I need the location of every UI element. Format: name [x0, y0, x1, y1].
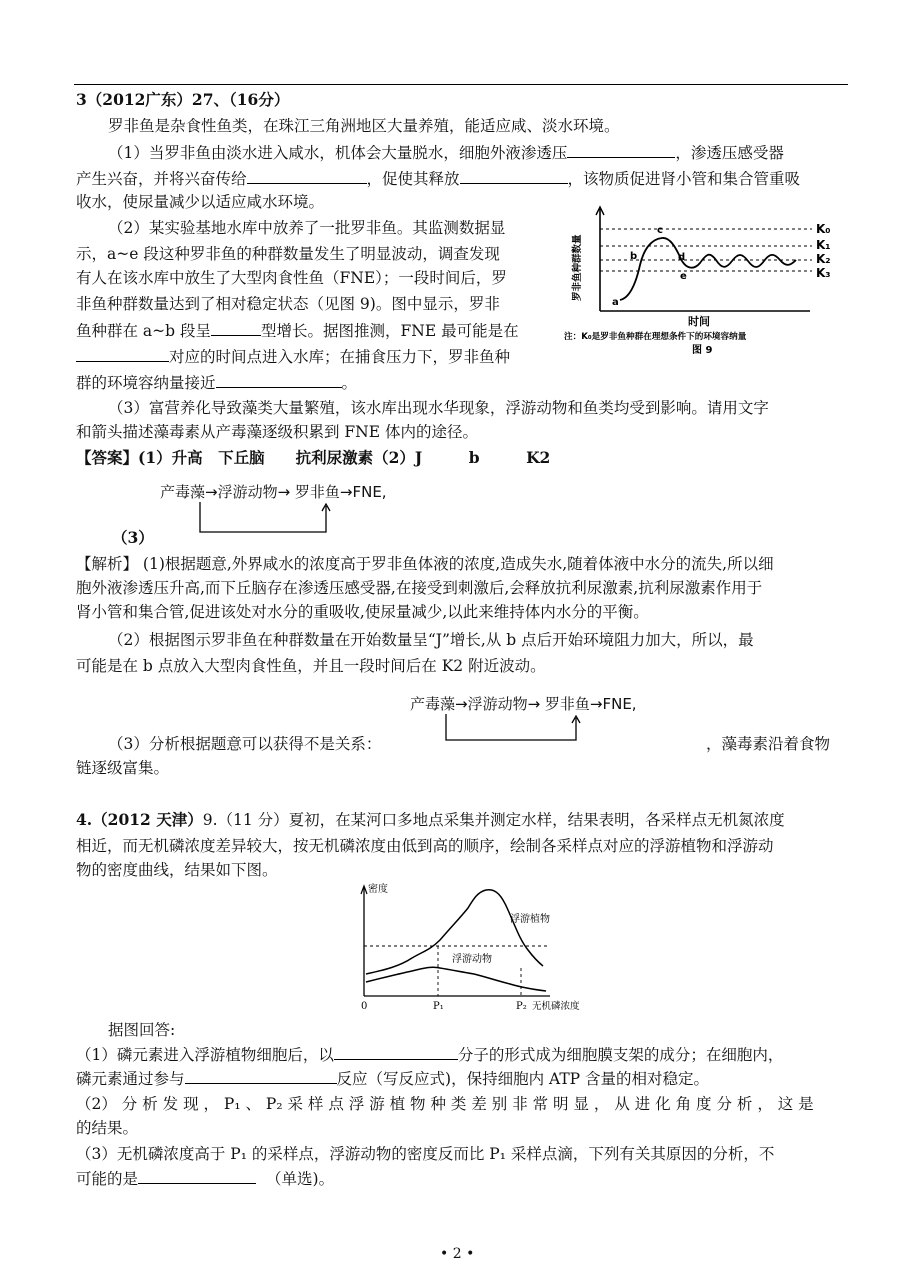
origin-label: 0 — [361, 1001, 368, 1012]
q3-intro: 罗非鱼是杂食性鱼类，在珠江三角洲地区大量养殖，能适应咸、淡水环境。 — [108, 117, 620, 135]
answer-blank[interactable] — [216, 370, 342, 388]
y-axis-label: 罗非鱼种群数量 — [572, 234, 583, 301]
text: 。 — [341, 374, 358, 392]
population-curve — [620, 238, 796, 300]
text: ，渗透压感受器 — [675, 144, 784, 162]
point-c-label: c — [657, 225, 663, 236]
point-b-label: b — [630, 251, 638, 262]
answer-blank[interactable] — [185, 1066, 337, 1084]
q4-part1-line1 — [76, 1042, 783, 1067]
text: 分子的形式成为细胞膜支架的成分；在细胞内， — [457, 1046, 784, 1064]
q3-part2-line7 — [76, 370, 357, 395]
q3-part1-line2 — [76, 166, 800, 191]
q4-title-bold: 4.（2012 天津） — [76, 810, 203, 829]
analysis-line3: 肾小管和集合管,促进该处对水分的重吸收,使尿量减少,以此来维持体内水分的平衡。 — [76, 603, 649, 621]
analysis-line5: 可能是在 b 点放入大型肉食性鱼，并且一段时间后在 K2 附近波动。 — [76, 657, 546, 675]
answer-blank[interactable] — [460, 166, 568, 184]
q3-part2-line1: （2）某实验基地水库中放养了一批罗非鱼。其监测数据显 — [108, 219, 506, 237]
text: 9.（11 分）夏初，在某河口多地点采集并测定水样，结果表明，各采样点无机氮浓度 — [202, 811, 785, 829]
plankton-density-chart — [350, 878, 612, 1014]
k2-label: K₂ — [816, 252, 831, 266]
figure-note: 注：K₀是罗非鱼种群在理想条件下的环境容纳量 — [564, 332, 747, 342]
text: 磷元素通过参与 — [76, 1070, 185, 1088]
text: 可能的是 — [76, 1170, 139, 1188]
header-rule — [74, 84, 848, 85]
zooplankton-label: 浮游动物 — [452, 954, 492, 965]
q3-title: 3（2012广东）27、（16分） — [76, 90, 290, 109]
analysis-line6b: ，藻毒素沿着食物 — [706, 735, 831, 753]
p2-label: P₂ — [516, 1001, 527, 1012]
answer-blank[interactable] — [211, 318, 261, 336]
answer-blank[interactable] — [567, 140, 675, 158]
point-d-label: d — [678, 252, 686, 263]
text: （1）磷元素进入浮游植物细胞后，以 — [76, 1046, 334, 1064]
q4-prompt: 据图回答: — [108, 1021, 176, 1039]
zooplankton-curve — [366, 967, 546, 991]
food-chain-bracket — [410, 692, 740, 752]
q4-part2-line1: （2） 分 析 发 现 ， P₁ 、 P₂ 采 样 点 浮 游 植 物 种 类 差 别 非 常 明 显 ， 从 进 化 角 度 分 析 ， 这 是 — [76, 1095, 814, 1113]
q4-part2-line2: 的结果。 — [76, 1119, 139, 1137]
text: ，促使其释放 — [366, 170, 460, 188]
text: 产生兴奋，并将兴奋传给 — [76, 170, 247, 188]
text: 对应的时间点进入水库；在捕食压力下，罗非鱼种 — [169, 348, 511, 366]
answer-blank[interactable] — [247, 166, 367, 184]
q4-title — [76, 808, 785, 832]
text: ，该物质促进肾小管和集合管重吸 — [567, 170, 801, 188]
analysis-line4: （2）根据图示罗非鱼在种群数量在开始数量呈“J”增长,从 b 点后开始环境阻力加大，所以，最 — [108, 631, 754, 649]
q3-part3-line1: （3）富营养化导致藻类大量繁殖，该水库出现水华现象，浮游动物和鱼类均受到影响。请用文字 — [108, 399, 769, 417]
k1-label: K₁ — [816, 238, 831, 252]
point-e-label: e — [680, 271, 687, 282]
food-chain-diagram-answer — [160, 480, 490, 540]
x-axis-label: 无机磷浓度 — [532, 1001, 580, 1012]
text: 鱼种群在 a~b 段呈 — [76, 322, 212, 340]
q3-part2-line3: 有人在该水库中放生了大型肉食性鱼（FNE）；一段时间后，罗 — [76, 269, 507, 287]
figure-caption: 图 9 — [692, 345, 713, 356]
text: 反应（写反应式)，保持细胞内 ATP 含量的相对稳定。 — [336, 1070, 710, 1088]
answer-blank[interactable] — [76, 344, 169, 362]
point-a-label: a — [612, 297, 619, 308]
q3-part2-line6 — [76, 344, 510, 369]
food-chain-text: 产毒藻→浮游动物→ 罗非鱼→FNE, — [160, 483, 387, 501]
q4-part1-line2 — [76, 1066, 709, 1091]
text: （1）当罗非鱼由淡水进入咸水，机体会大量脱水，细胞外液渗透压 — [108, 144, 568, 162]
q3-part2-line2: 示，a~e 段这种罗非鱼的种群数量发生了明显波动，调查发现 — [76, 245, 500, 263]
answer-blank[interactable] — [138, 1166, 256, 1184]
food-chain-diagram-analysis — [410, 692, 740, 752]
k3-label: K₃ — [816, 266, 831, 280]
q3-part2-line4: 非鱼种群数量达到了相对稳定状态（见图 9)。图中显示，罗非 — [76, 295, 500, 313]
p1-label: P₁ — [433, 1001, 444, 1012]
text: 型增长。据图推测，FNE 最可能是在 — [261, 322, 519, 340]
analysis-line1: 【解析】 (1)根据题意,外界咸水的浓度高于罗非鱼体液的浓度,造成失水,随着体液中水分的流失,所以细 — [76, 555, 774, 573]
phytoplankton-label: 浮游植物 — [510, 914, 550, 925]
analysis-line7: 链逐级富集。 — [76, 759, 170, 777]
figure-9-population-chart — [560, 203, 855, 361]
q3-answer-part3: （3） — [112, 528, 154, 547]
text: （单选)。 — [266, 1170, 335, 1188]
q3-answer: 【答案】(1）升高 下丘脑 抗利尿激素（2）J b K2 — [76, 448, 551, 467]
q3-part1-line1 — [108, 140, 784, 165]
analysis-line2: 胞外液渗透压升高,而下丘脑存在渗透压感受器,在接受到刺激后,会释放抗利尿激素,抗利尿激素作用于 — [76, 579, 763, 597]
q3-part3-line2: 和箭头描述藻毒素从产毒藻逐级积累到 FNE 体内的途径。 — [76, 423, 478, 441]
q4-part3-line2 — [76, 1166, 334, 1191]
k0-label: K₀ — [816, 222, 831, 236]
food-chain-bracket — [160, 480, 490, 540]
analysis-line6a: （3）分析根据题意可以获得不是关系： — [108, 735, 382, 753]
y-axis-label: 密度 — [368, 884, 388, 895]
answer-blank[interactable] — [334, 1042, 458, 1060]
q3-part1-line3: 收水，使尿量减少以适应咸水环境。 — [76, 193, 325, 211]
page-number: • 2 • — [440, 1246, 475, 1262]
q4-part3-line1: （3）无机磷浓度高于 P₁ 的采样点，浮游动物的密度反而比 P₁ 采样点滴，下列有关其原因的分析，不 — [76, 1145, 775, 1163]
x-axis-label: 时间 — [688, 315, 710, 328]
q4-line2: 相近，而无机磷浓度差异较大，按无机磷浓度由低到高的顺序，绘制各采样点对应的浮游植物和浮游动 — [76, 837, 774, 855]
q4-line3: 物的密度曲线，结果如下图。 — [76, 861, 278, 879]
text: 群的环境容纳量接近 — [76, 374, 216, 392]
food-chain-text: 产毒藻→浮游动物→ 罗非鱼→FNE, — [410, 695, 637, 713]
q3-part2-line5 — [76, 318, 519, 343]
